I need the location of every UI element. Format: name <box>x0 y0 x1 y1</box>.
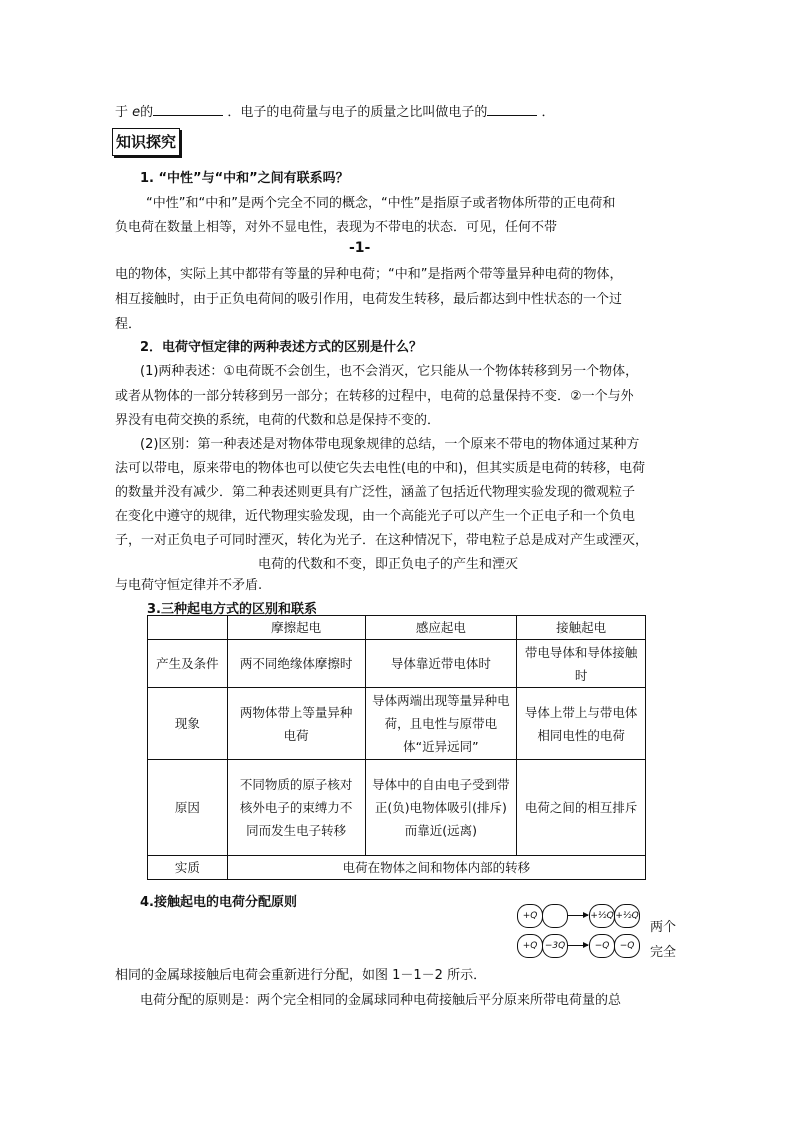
sphere-1b <box>542 904 568 928</box>
table-cell: 导体中的自由电子受到带正(负)电物体吸引(排斥)而靠近(远离) <box>365 760 517 856</box>
q1-line5: 程． <box>115 317 142 332</box>
q4-line1: 相同的金属球接触后电荷会重新进行分配，如图 1－1－2 所示． <box>115 968 487 983</box>
sphere-1d: +½Q <box>614 904 640 928</box>
table-row <box>148 760 646 856</box>
table-header-cell: 感应起电 <box>365 616 517 640</box>
q1-line3: 电的物体，实际上其中都带有等量的异种电荷；“中和”是指两个带等量异种电荷的物体， <box>115 267 623 282</box>
arrow-right-icon <box>568 945 588 946</box>
intro-line <box>115 101 554 120</box>
sphere-1a: +Q <box>517 904 543 928</box>
q1-heading: 1. “中性”与“中和”之间有联系吗？ <box>140 171 349 186</box>
q1-line1: “中性”和“中和”是两个完全不同的概念，“中性”是指原子或者物体所带的正电荷和 <box>146 196 616 211</box>
q4-heading: 4.接触起电的电荷分配原则 <box>140 895 297 910</box>
comparison-table <box>147 615 646 880</box>
q2-line4: (2)区别：第一种表述是对物体带电现象规律的总结，一个原来不带电的物体通过某种方 <box>140 437 640 452</box>
q2-line7: 在变化中遵守的规律，近代物理实验发现，由一个高能光子可以产生一个正电子和一个负电 <box>115 509 636 524</box>
sphere-2d: −Q <box>614 934 640 958</box>
q2-heading: 2．电荷守恒定律的两种表述方式的区别是什么？ <box>140 340 423 355</box>
table-cell-merged: 电荷在物体之间和物体内部的转移 <box>227 856 645 880</box>
intro-mid: 的 <box>140 105 154 120</box>
section-badge: 知识探究 <box>112 128 180 156</box>
sphere-2c: −Q <box>589 934 615 958</box>
fill-blank-2[interactable] <box>487 104 537 116</box>
q4-side-text-1: 两个 <box>650 920 677 935</box>
sphere-2a: +Q <box>517 934 543 958</box>
table-cell: 实质 <box>148 856 228 880</box>
q2-line10: 与电荷守恒定律并不矛盾. <box>115 578 263 593</box>
q2-line5: 法可以带电，原来带电的物体也可以使它失去电性(电的中和)，但其实质是电荷的转移，电荷 <box>115 461 646 476</box>
table-header-cell: 接触起电 <box>517 616 646 640</box>
table-cell: 两物体带上等量异种电荷 <box>227 688 365 760</box>
q2-line9: 电荷的代数和不变，即正负电子的产生和湮灭 <box>258 557 519 572</box>
table-header-row <box>148 616 646 640</box>
table-header-cell: 摩擦起电 <box>227 616 365 640</box>
q2-line1: (1)两种表述：①电荷既不会创生，也不会消灭，它只能从一个物体转移到另一个物体， <box>140 364 639 379</box>
sphere-2b: −3Q <box>542 934 568 958</box>
q2-line2: 或者从物体的一部分转移到另一部分；在转移的过程中，电荷的总量保持不变．②一个与外 <box>115 389 634 404</box>
table-cell: 两不同绝缘体摩擦时 <box>227 640 365 688</box>
sphere-1c: +½Q <box>589 904 615 928</box>
intro-end: ． <box>541 105 555 120</box>
intro-text: ．电子的电荷量与电子的质量之比叫做电子的 <box>227 105 488 120</box>
q4-line2: 电荷分配的原则是：两个完全相同的金属球同种电荷接触后平分原来所带电荷量的总 <box>140 993 622 1008</box>
q2-line3: 界没有电荷交换的系统，电荷的代数和总是保持不变的． <box>115 413 441 428</box>
intro-pre: 于 <box>115 105 129 120</box>
q1-line4: 相互接触时，由于正负电荷间的吸引作用，电荷发生转移，最后都达到中性状态的一个过 <box>115 292 623 307</box>
q3-heading: 3.三种起电方式的区别和联系 <box>147 602 317 617</box>
q4-side-text-2: 完全 <box>650 945 677 960</box>
table-cell: 导体靠近带电体时 <box>365 640 517 688</box>
table-cell: 导体两端出现等量异种电荷，且电性与原带电体“近异远同” <box>365 688 517 760</box>
table-cell: 导体上带上与带电体相同电性的电荷 <box>517 688 646 760</box>
table-cell: 产生及条件 <box>148 640 228 688</box>
q2-line8: 子，一对正负电子可同时湮灭，转化为光子．在这种情况下，带电粒子总是成对产生或湮灭， <box>115 533 649 548</box>
fill-blank-1[interactable] <box>153 104 223 116</box>
q1-line2: 负电荷在数量上相等，对外不显电性，表现为不带电的状态．可见，任何不带 <box>115 220 558 235</box>
q2-line6: 的数量并没有减少．第二种表述则更具有广泛性，涵盖了包括近代物理实验发现的微观粒子 <box>115 485 636 500</box>
table-cell: 现象 <box>148 688 228 760</box>
table-header-cell <box>148 616 228 640</box>
table-row <box>148 856 646 880</box>
page-number: -1- <box>349 240 371 256</box>
table-row <box>148 688 646 760</box>
table-cell: 不同物质的原子核对核外电子的束缚力不同而发生电子转移 <box>227 760 365 856</box>
table-row <box>148 640 646 688</box>
intro-var: e <box>132 105 141 120</box>
table-cell: 原因 <box>148 760 228 856</box>
arrow-right-icon <box>568 915 588 916</box>
table-cell: 带电导体和导体接触时 <box>517 640 646 688</box>
table-cell: 电荷之间的相互排斥 <box>517 760 646 856</box>
